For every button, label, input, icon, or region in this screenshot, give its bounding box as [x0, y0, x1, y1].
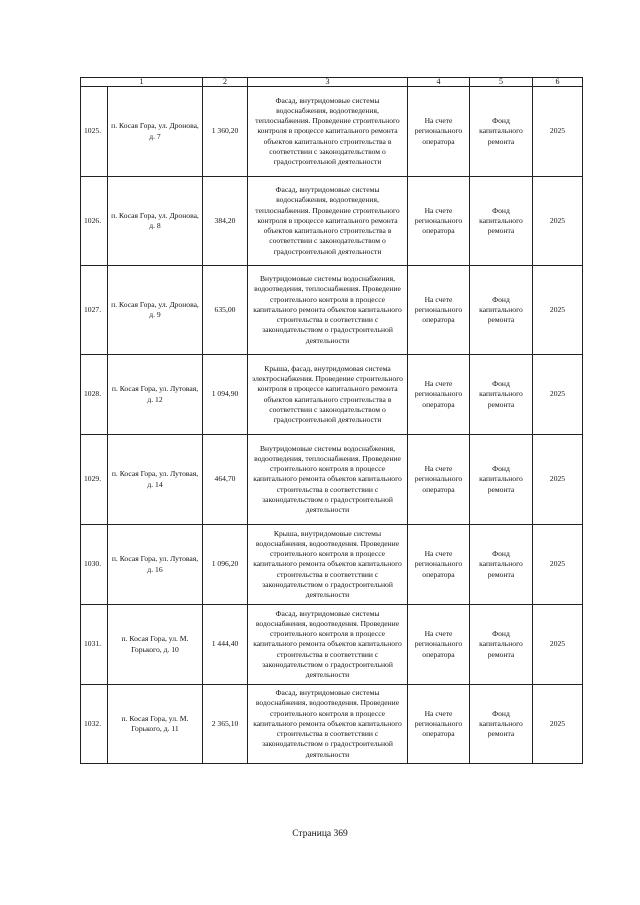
funding-source-cell: На счете регионального оператора [408, 177, 470, 266]
works-cell: Внутридомовые системы водоснабжения, водоотведения, теплоснабжения. Проведение строительного контроля в процессе капитального ремонта объектов капитального строительства в соответствии с законодательством о градостроительной деятельности [248, 266, 408, 355]
address-cell: п. Косая Гора, ул. Лутовая, д. 12 [108, 355, 203, 435]
table-row [81, 525, 583, 605]
works-cell: Фасад, внутридомовые системы водоснабжения, водоотведения, теплоснабжения. Проведение строительного контроля в процессе капитального ремонта объектов капитального строительства в соответствии с законодательством о градостроительной деятельности [248, 177, 408, 266]
works-cell: Внутридомовые системы водоснабжения, водоотведения, теплоснабжения. Проведение строительного контроля в процессе капитального ремонта объектов капитального строительства в соответствии с законодательством о градостроительной деятельности [248, 435, 408, 525]
address-cell: п. Косая Гора, ул. Лутовая, д. 14 [108, 435, 203, 525]
year-cell: 2025 [533, 605, 583, 685]
cost-cell: 464,70 [203, 435, 248, 525]
year-cell: 2025 [533, 177, 583, 266]
funding-source-cell: На счете регионального оператора [408, 435, 470, 525]
year-cell: 2025 [533, 266, 583, 355]
column-header-3: 3 [248, 78, 408, 87]
address-cell: п. Косая Гора, ул. М. Горького, д. 10 [108, 605, 203, 685]
works-cell: Фасад, внутридомовые системы водоснабжения, водоотведения. Проведение строительного контроля в процессе капитального ремонта объектов капитального строительства в соответствии с законодательством о градостроительной деятельности [248, 685, 408, 764]
fund-cell: Фонд капитального ремонта [470, 355, 533, 435]
fund-cell: Фонд капитального ремонта [470, 525, 533, 605]
funding-source-cell: На счете регионального оператора [408, 685, 470, 764]
header-row [81, 78, 583, 87]
address-cell: п. Косая Гора, ул. М. Горького, д. 11 [108, 685, 203, 764]
column-header-4: 4 [408, 78, 470, 87]
row-number: 1026. [81, 177, 108, 266]
table-row [81, 685, 583, 764]
cost-cell: 384,20 [203, 177, 248, 266]
row-number: 1031. [81, 605, 108, 685]
funding-source-cell: На счете регионального оператора [408, 355, 470, 435]
table-row [81, 355, 583, 435]
fund-cell: Фонд капитального ремонта [470, 605, 533, 685]
row-number: 1028. [81, 355, 108, 435]
year-cell: 2025 [533, 685, 583, 764]
row-number: 1029. [81, 435, 108, 525]
row-number: 1025. [81, 87, 108, 177]
works-cell: Крыша, фасад, внутридомовая система электроснабжения. Проведение строительного контроля в процессе капитального ремонта объектов капитального строительства в соответствии с законодательством о градостроительной деятельности [248, 355, 408, 435]
table-row [81, 87, 583, 177]
fund-cell: Фонд капитального ремонта [470, 266, 533, 355]
cost-cell: 1 094,90 [203, 355, 248, 435]
cost-cell: 1 444,40 [203, 605, 248, 685]
funding-source-cell: На счете регионального оператора [408, 266, 470, 355]
year-cell: 2025 [533, 87, 583, 177]
funding-source-cell: На счете регионального оператора [408, 87, 470, 177]
column-header-1: 1 [81, 78, 203, 87]
year-cell: 2025 [533, 525, 583, 605]
fund-cell: Фонд капитального ремонта [470, 87, 533, 177]
column-header-6: 6 [533, 78, 583, 87]
fund-cell: Фонд капитального ремонта [470, 685, 533, 764]
address-cell: п. Косая Гора, ул. Дронова, д. 9 [108, 266, 203, 355]
fund-cell: Фонд капитального ремонта [470, 435, 533, 525]
table-row [81, 605, 583, 685]
table-row [81, 177, 583, 266]
row-number: 1027. [81, 266, 108, 355]
row-number: 1032. [81, 685, 108, 764]
funding-source-cell: На счете регионального оператора [408, 525, 470, 605]
address-cell: п. Косая Гора, ул. Дронова, д. 8 [108, 177, 203, 266]
cost-cell: 1 096,20 [203, 525, 248, 605]
works-cell: Фасад, внутридомовые системы водоснабжения, водоотведения. Проведение строительного контроля в процессе капитального ремонта объектов капитального строительства в соответствии с законодательством о градостроительной деятельности [248, 605, 408, 685]
column-header-2: 2 [203, 78, 248, 87]
year-cell: 2025 [533, 355, 583, 435]
funding-source-cell: На счете регионального оператора [408, 605, 470, 685]
fund-cell: Фонд капитального ремонта [470, 177, 533, 266]
repair-plan-table [80, 77, 583, 764]
column-header-5: 5 [470, 78, 533, 87]
year-cell: 2025 [533, 435, 583, 525]
works-cell: Крыша, внутридомовые системы водоснабжения, водоотведения. Проведение строительного контроля в процессе капитального ремонта объектов капитального строительства в соответствии с законодательством о градостроительной деятельности [248, 525, 408, 605]
cost-cell: 635,00 [203, 266, 248, 355]
address-cell: п. Косая Гора, ул. Дронова, д. 7 [108, 87, 203, 177]
table-row [81, 435, 583, 525]
works-cell: Фасад, внутридомовые системы водоснабжения, водоотведения, теплоснабжения. Проведение строительного контроля в процессе капитального ремонта объектов капитального строительства в соответствии с законодательством о градостроительной деятельности [248, 87, 408, 177]
cost-cell: 2 365,10 [203, 685, 248, 764]
row-number: 1030. [81, 525, 108, 605]
page-number: Страница 369 [292, 829, 348, 839]
address-cell: п. Косая Гора, ул. Лутовая, д. 16 [108, 525, 203, 605]
table-row [81, 266, 583, 355]
cost-cell: 1 360,20 [203, 87, 248, 177]
